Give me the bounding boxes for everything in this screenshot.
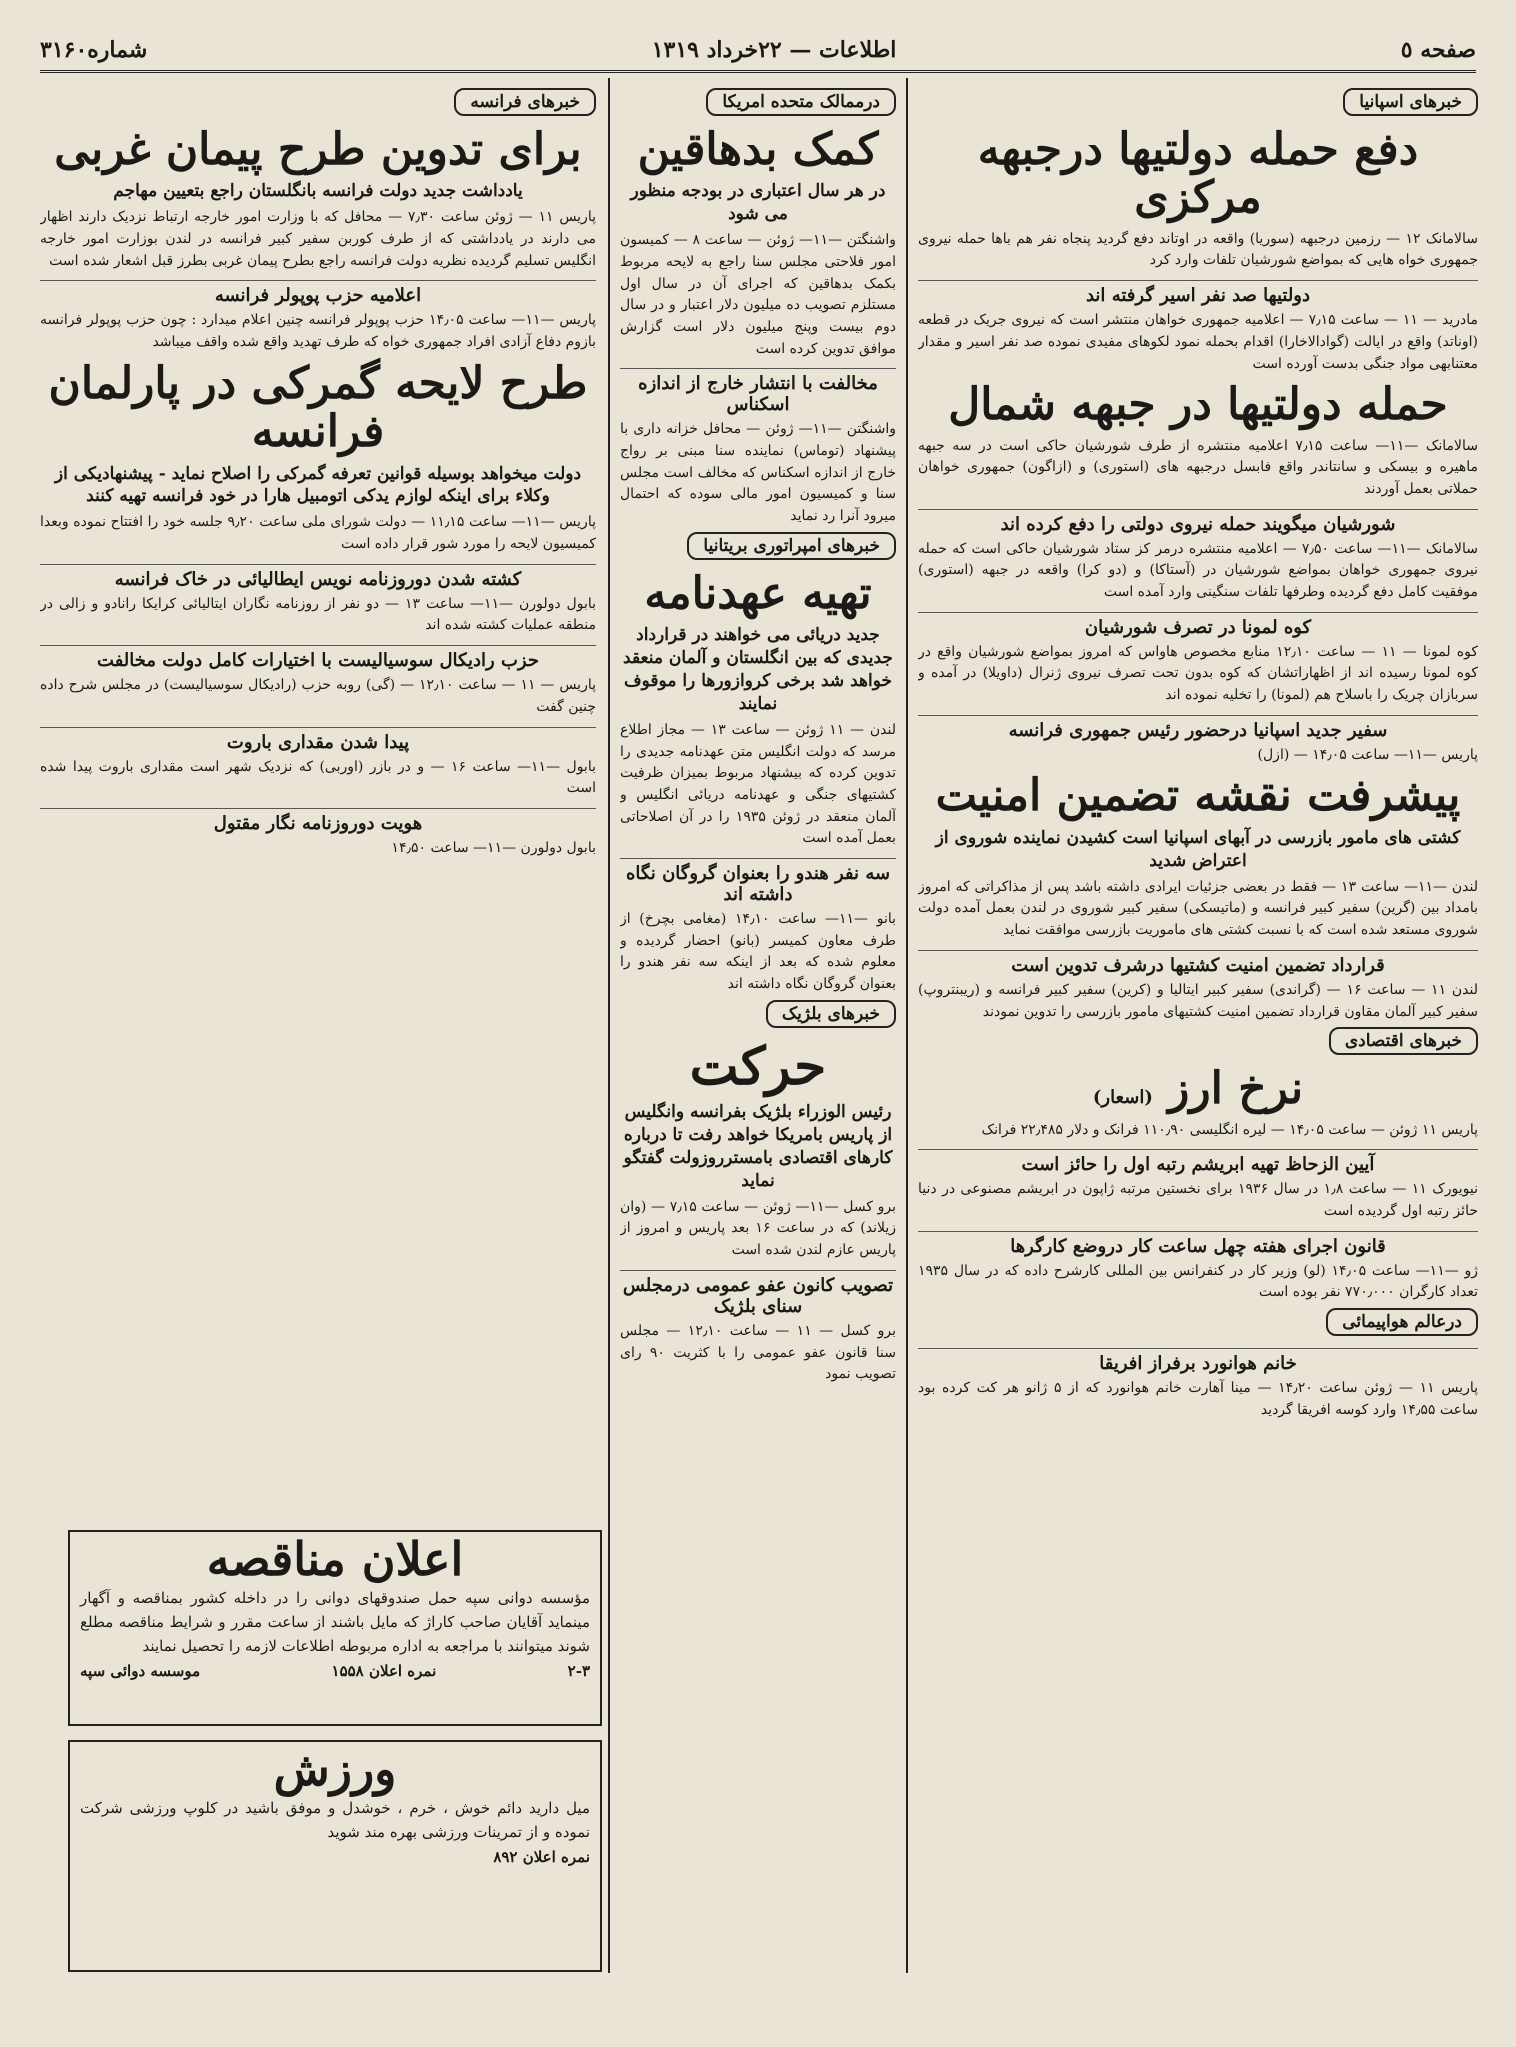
ad-footer-left: موسسه دوائی سپه [80, 1662, 201, 1680]
section-label: خبرهای اسپانیا [1343, 88, 1478, 116]
article-body: پاریس —۱۱— ساعت ۱۴٫۰۵ — (ازل) [1257, 746, 1478, 763]
subheadline: هویت دوروزنامه نگار مقتول [40, 808, 596, 834]
article-body: کوه لمونا — ۱۱ — ساعت ۱۲٫۱۰ منابع مخصوص هاواس که امروز بمواضع شورشیان واقع در کوه لمونا رسیده اند از اظهاراتشان که کوه بدون تحت تصرف نیروی ژنرال (داویلا) در آمده و سربازان چریک را باسلاح هم (لمونا) را تخلیه نموده اند [918, 643, 1478, 704]
article-body: بابول —۱۱— ساعت ۱۶ — و در بازر (اوربی) که نزدیک شهر است مقداری باروت پیدا شده است [40, 758, 596, 797]
ad-footer-mid: نمره اعلان ۱۵۵۸ [331, 1662, 437, 1680]
section-label: خبرهای بلژیک [766, 1000, 896, 1028]
article-body: پاریس — ۱۱ — ساعت ۱۲٫۱۰ — (گی) روبه حزب (رادیکال سوسیالیست) در مجلس شرح داده چنین گفت [40, 677, 596, 715]
subheadline: حزب رادیکال سوسیالیست با اختیارات کامل دولت مخالفت [40, 645, 596, 671]
subheadline: کوه لمونا در تصرف شورشیان [918, 612, 1478, 638]
subheadline: قرارداد تضمین امنیت کشتیها درشرف تدوین است [918, 950, 1478, 976]
subheadline: کشته شدن دوروزنامه نویس ایطالیائی در خاک فرانسه [40, 564, 596, 590]
masthead [40, 30, 1476, 73]
article-body: پاریس ۱۱ ژوئن — ساعت ۱۴٫۰۵ — لیره انگلیسی ۱۱۰٫۹۰ فرانک و دلار ۲۲٫۴۸۵ فرانک [981, 1121, 1478, 1138]
section-label: خبرهای اقتصادی [1329, 1027, 1478, 1055]
section-label: خبرهای فرانسه [454, 88, 596, 116]
article-body: برو کسل — ۱۱ — ساعت ۱۲٫۱۰ — مجلس سنا قانون عفو عمومی را با کثریت ۹۰ رای تصویب نمود [620, 1322, 896, 1383]
subheadline: مخالفت با انتشار خارج از اندازه اسکناس [620, 368, 896, 415]
article-body: سالامانک —۱۱— ساعت ۷٫۵۰ — اعلامیه منتشره درمر کز ستاد شورشیان حاکی است که حمله نیروی جمهوری خواهان بمواضع شورشیان در (آستاکا) و (دو کرا) واقعه در جبهه (استوری) موفقیت کامل دفع گردیده وطرفها تلفات سنگینی وارد آمده است [918, 540, 1478, 601]
article-body: نیویورک ۱۱ — ساعت ۱٫۸ در سال ۱۹۳۶ برای نخستین مرتبه ژاپون در ابریشم مصنوعی در دنیا حائز رتبه اول گردیده است [918, 1181, 1478, 1219]
ad-body: مؤسسه دوانی سپه حمل صندوقهای دوانی را در داخله کشور بمناقصه و آگهار مینماید آقایان صاحب کاراژ که مایل باشند از ساعت مقرر و شرایط مناقصه مطلع شوند میتوانند با مراجعه به اداره مربوطه اطلاعات لازمه را تحصیل نمایند [80, 1589, 590, 1655]
article-body: لندن —۱۱— ساعت ۱۳ — فقط در بعضی جزئیات ایرادی داشته باشد پس از مذاکراتی که امروز بامداد بین (گرین) سفیر کبیر فرانسه و (ماتیسکی) سفیر کبیر شوروی در لندن بعمل آمده دولت شوروی مستعد شده است که با نسبت کشتی های ماموریت بازرسی موافقت نماید [918, 878, 1478, 939]
right-column [918, 84, 1478, 1974]
left-column [40, 84, 596, 1514]
headline: تهیه عهدنامه [644, 567, 872, 619]
tender-ad [68, 1530, 602, 1726]
section-label: خبرهای امپراتوری بریتانیا [687, 532, 896, 560]
sport-ad [68, 1740, 602, 1972]
headline: پیشرفت نقشه تضمین امنیت [935, 770, 1461, 822]
column-rule [608, 78, 610, 1973]
subheadline: آیین الزحاظ تهیه ابریشم رتبه اول را حائز است [918, 1149, 1478, 1175]
page-label: صفحه ٥ [1400, 37, 1476, 63]
sport-footer-text: نمره اعلان ۸۹۲ [493, 1848, 590, 1866]
subheadline: سفیر جدید اسپانیا درحضور رئیس جمهوری فرانسه [918, 715, 1478, 741]
subheadline: سه نفر هندو را بعنوان گروگان نگاه داشته اند [620, 858, 896, 905]
ad-footer [70, 1658, 600, 1684]
article-body: پاریس —۱۱— ساعت ۱۴٫۰۵ حزب پوپولر فرانسه چنین اعلام میدارد : چون حزب پوپولر فرانسه بازوم دفاع آزادی افراد جمهوری خواه که طرف تهدید واقع شده واقف میباشد [40, 312, 596, 351]
article-body: بابول دولورن —۱۱— ساعت ۱۳ — دو نفر از روزنامه نگاران ایتالیائی کرایکا رانادو و زالی در منطقه عملیات کشته شده اند [40, 595, 596, 634]
issue-number: شماره۳۱۶۰ [40, 37, 148, 63]
ad-title: اعلان مناقصه [206, 1532, 464, 1586]
headline: حمله دولتیها در جبهه شمال [948, 379, 1448, 431]
deck: در هر سال اعتباری در بودجه منظور می شود [630, 181, 886, 225]
section-label: درعالم هواپیمائی [1326, 1308, 1478, 1336]
subheadline: پیدا شدن مقداری باروت [40, 727, 596, 753]
headline: برای تدوین طرح پیمان غربی [54, 124, 582, 175]
subheadline: اعلامیه حزب پوپولر فرانسه [40, 280, 596, 306]
headline [918, 1065, 1478, 1113]
sport-footer [70, 1844, 600, 1870]
subheadline: قانون اجرای هفته چهل ساعت کار دروضع کارگرها [918, 1231, 1478, 1257]
article-body: واشنگتن —۱۱— ژوئن — ساعت ۸ — کمیسون امور فلاحتی مجلس سنا راجع به لایحه مربوط بکمک بدهاقین که اجرای آن در سال اول مستلزم تصویب ده میلیون دلار اعتبار و در سال دوم بیست وپنج میلیون دلار است گزارش موافق تدوین کرده است [620, 232, 896, 357]
subheadline: شورشیان میگویند حمله نیروی دولتی را دفع کرده اند [918, 509, 1478, 535]
deck: جدید دریائی می خواهند در قرارداد جدیدی که بین انگلستان و آلمان منعقد خواهد شد برخی کروازورها را موقوف نمایند [623, 625, 893, 715]
paper-date: اطلاعات — ۲۲خرداد ۱۳۱۹ [651, 37, 897, 63]
headline: کمک بدهاقین [637, 124, 879, 175]
article-body: پاریس ۱۱ — ژوئن ساعت ۷٫۳۰ — محافل که با وزارت امور خارجه ارتباط نزدیک دارند اظهار می دارند در یادداشتی که از طرف کوربن سفیر کبیر فرانسه در لندن بوزارت امور خارجه انگلیس تسلیم گردیده نظریه دولت فرانسه راجع بطرح پیمان غربی بطرز قبل اشعار شده است [40, 209, 596, 269]
sport-title: ورزش [273, 1742, 397, 1796]
headline: طرح لایحه گمرکی در پارلمان فرانسه [48, 357, 588, 458]
deck: یادداشت جدید دولت فرانسه بانگلستان راجع بتعیین مهاجم [113, 181, 523, 202]
subheadline: دولتیها صد نفر اسیر گرفته اند [918, 280, 1478, 306]
subheadline: خانم هوانورد برفراز افریقا [918, 1348, 1478, 1374]
article-body: بانو —۱۱— ساعت ۱۴٫۱۰ (مغامی بچرخ) از طرف معاون کمیسر (بانو) احضار گردیده و معلوم شده که بعد از اینکه سه نفر هندو را بعنوان گروگان نگاه داشته اند [620, 911, 896, 993]
article-body: پاریس —۱۱— ساعت ۱۱٫۱۵ — دولت شورای ملی ساعت ۹٫۲۰ جلسه خود را افتتاح نموده وبعدا کمیسیون لایحه را مورد شور قرار داده است [40, 514, 596, 553]
article-body: سالامانک ۱۲ — رزمین درجبهه (سوریا) واقعه در اوتاند دفع گردید پنجاه نفر هم باها حمله نیروی جمهوری خواه هایی که بمواضع شورشیان تلفات وارد کرد [918, 230, 1478, 269]
sport-body: میل دارید دائم خوش ، خرم ، خوشدل و موفق باشید در کلوپ ورزشی شرکت نموده و از تمرینات ورزشی بهره مند شوید [80, 1799, 590, 1841]
section-label: درممالک متحده امریکا [706, 88, 896, 116]
deck: رئیس الوزراء بلژیک بفرانسه وانگلیس از پاریس بامریکا خواهد رفت تا درباره کارهای اقتصادی بامسترروزولت گفتگو نماید [623, 1102, 893, 1191]
column-rule [906, 78, 908, 1973]
middle-column [620, 84, 896, 1974]
deck: کشتی های مامور بازرسی در آبهای اسپانیا است کشیدن نماینده شوروی از اعتراض شدید [935, 827, 1461, 871]
article-body: ژو —۱۱— ساعت ۱۴٫۰۵ (لو) وزیر کار در کنفرانس بین المللی کارشرح داده که در سال ۱۹۳۵ تعداد کارگران ۷۷۰٫۰۰۰ نفر بوده است [918, 1262, 1478, 1301]
headline: دفع حمله دولتیها درجبهه مرکزی [977, 124, 1419, 224]
article-body: سالامانک —۱۱— ساعت ۷٫۱۵ اعلامیه منتشره از طرف شورشیان حاکی است در سه جبهه ماهیره و بیسکی و سانتاندر واقع فابسل درجبهه های (استوری) و (ازاگون) جمهوری خواهان حملاتی بعمل آوردند [918, 437, 1478, 497]
article-body: واشنگتن —۱۱— ژوئن — محافل خزانه داری با پیشنهاد (توماس) نماینده سنا مبنی بر رواج خارج از اندازه اسکناس که مخالف است مجلس سنا و کمیسیون امور مالی سوده که احتمال میرود آنرا رد نماید [620, 421, 896, 525]
article-body: لندن ۱۱ — ساعت ۱۶ — (گراندی) سفیر کبیر ایتالیا و (کرین) سفیر کبیر فرانسه و (ریبنتروپ) سفیر کبیر آلمان مقاون قرارداد تضمین امنیت کشتیهای مامور بازرسی را تدوین نمودند [918, 981, 1478, 1020]
subheadline: تصویب کانون عفو عمومی درمجلس سنای بلژیک [620, 1270, 896, 1317]
article-body: برو کسل —۱۱— ژوئن — ساعت ۷٫۱۵ — (وان زیلاند) که در ساعت ۱۶ بعد پاریس و امروز از پاریس عازم لندن شده است [620, 1198, 896, 1259]
article-body: لندن — ۱۱ ژوئن — ساعت ۱۳ — مجاز اطلاع مرسد که دولت انگلیس متن عهدنامه جدیدی را تدوین کرده که بیشنهاد مربوط بمیزان ظرفیت کشتیهای جنگی و عهدنامه دریائی انگلیس و آلمان منعقد در ژوئن ۱۹۳۵ را در آن اصلاحاتی بعمل آمده است [620, 721, 896, 847]
article-body: بابول دولورن —۱۱— ساعت ۱۴٫۵۰ [391, 839, 596, 856]
article-body: مادرید — ۱۱ — ساعت ۷٫۱۵ — اعلامیه جمهوری خواهان منتشر است که نیروی جریک در قطعه (اوناتد) واقع در ایالت (گوادالاخارا) اقدام بحمله نمود لکوهای مفیدی نموده صد نفر اسیر و مقدار معتنابهی مواد جنگی بدست آورده است [918, 312, 1478, 372]
headline-note: (اسعار) [1092, 1087, 1153, 1109]
article-body: پاریس ۱۱ — ژوئن ساعت ۱۴٫۲۰ — مینا آهارت خانم هوانورد که از ۵ ژانو هر کت کرده بود ساعت ۱۴٫۵۵ وارد کوسه افریقا گردید [918, 1380, 1478, 1418]
ad-footer-right: ۲-۳ [567, 1662, 590, 1680]
headline: حرکت [689, 1035, 827, 1097]
deck: دولت میخواهد بوسیله قوانین تعرفه گمرکی را اصلاح نماید - پیشنهادیکی از وکلاء برای اینکه لوازم یدکی اتومبیل هارا در خود فرانسه تهیه کنند [54, 463, 582, 507]
headline-text: نرخ ارز [1168, 1063, 1304, 1115]
